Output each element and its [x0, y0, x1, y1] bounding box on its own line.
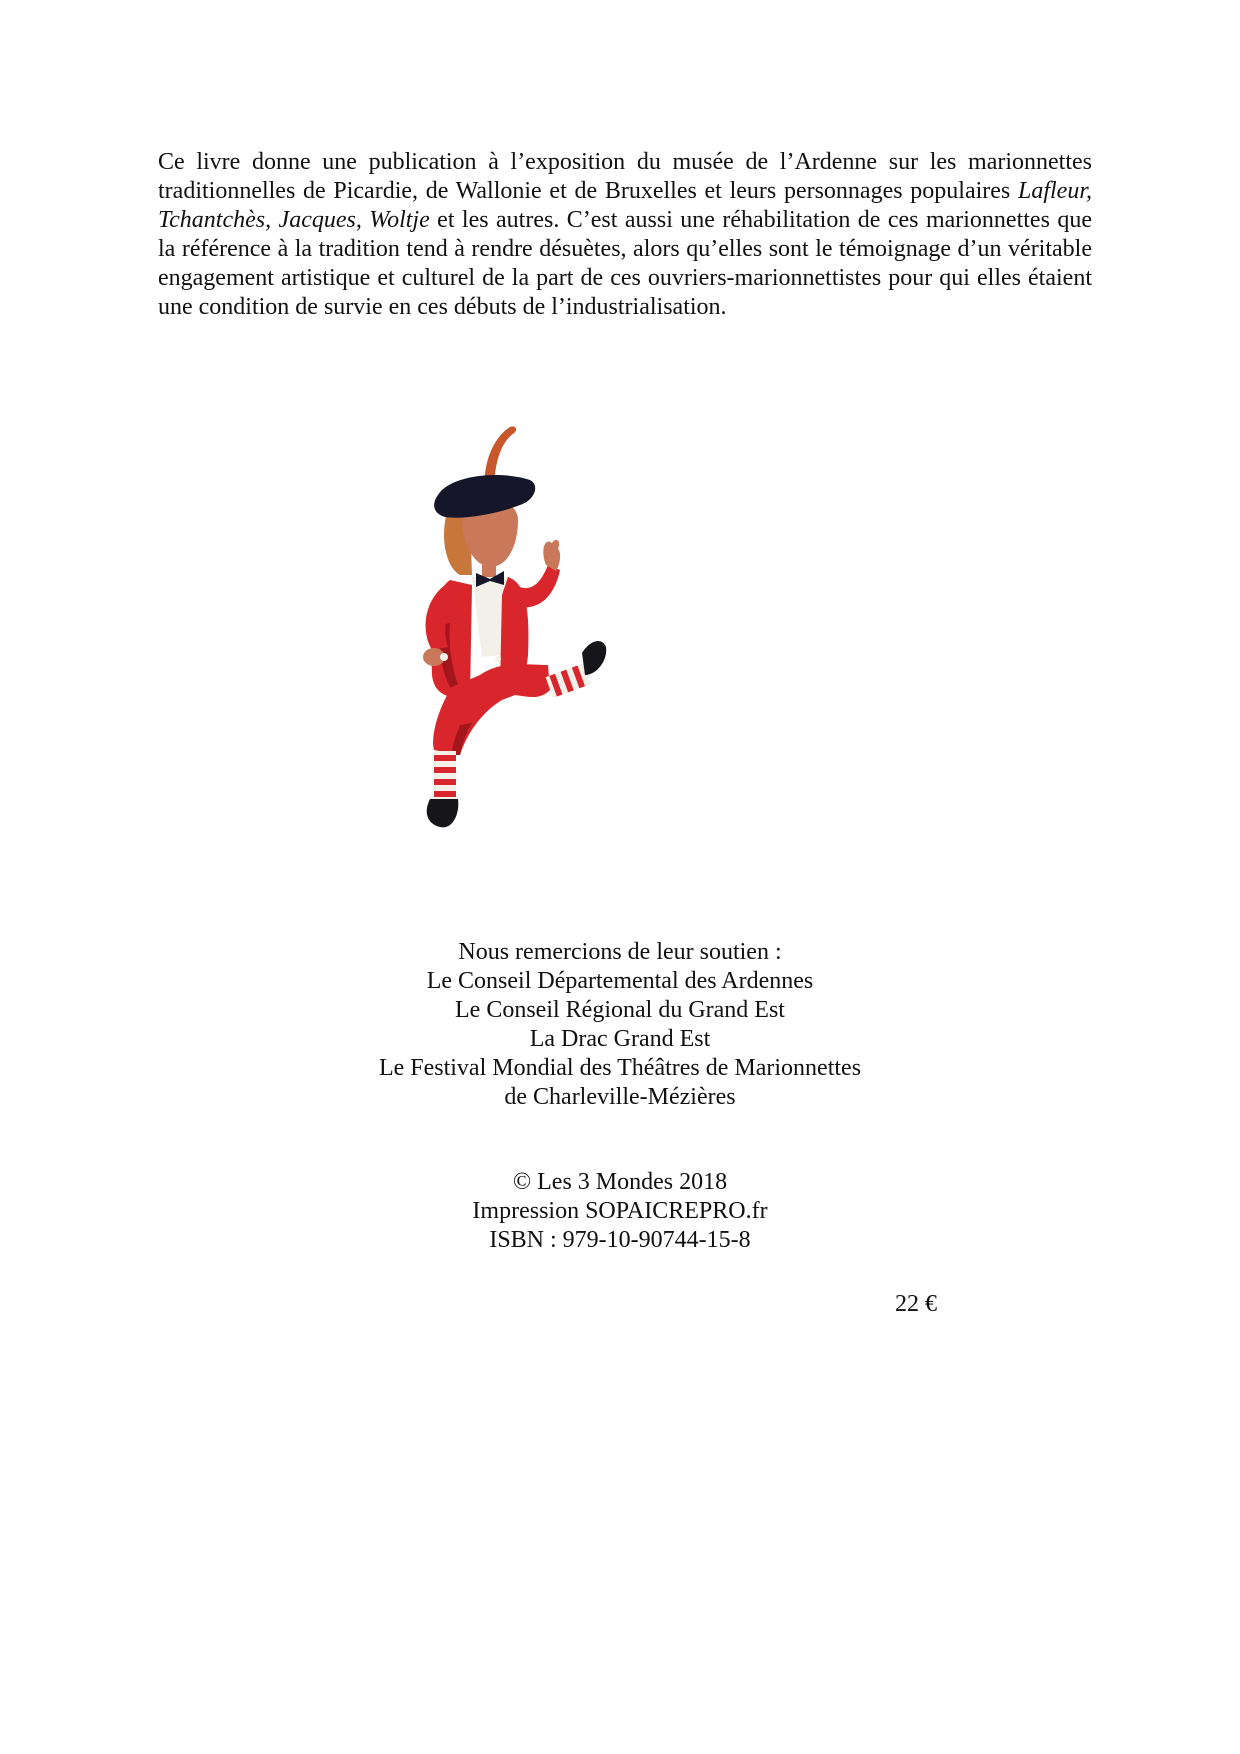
acknowledgements-heading: Nous remercions de leur soutien : — [458, 939, 782, 965]
puppet-left-stocking — [434, 751, 456, 801]
intro-characters: Lafleur, Tchantchès, Jacques, Woltje — [158, 178, 1092, 233]
acknowledgement-item: de Charleville-Mézières — [504, 1084, 736, 1110]
acknowledgement-item: La Drac Grand Est — [529, 1026, 711, 1052]
intro-paragraph — [158, 148, 1092, 322]
puppet-left-shoe — [427, 799, 459, 827]
puppet-right-arm — [515, 565, 560, 607]
printing-line: Impression SOPAICREPRO.fr — [472, 1198, 768, 1224]
acknowledgements — [320, 938, 920, 1112]
puppet-right-stocking — [546, 664, 591, 698]
copyright-line: © Les 3 Mondes 2018 — [512, 1169, 728, 1195]
puppet-hat — [434, 475, 535, 518]
isbn-line: ISBN : 979-10-90744-15-8 — [489, 1227, 751, 1253]
lafleur-puppet-illustration — [390, 425, 670, 885]
acknowledgement-item: Le Conseil Régional du Grand Est — [455, 997, 785, 1023]
publication-credits — [420, 1168, 820, 1255]
price-label: 22 € — [895, 1291, 937, 1317]
puppet-right-shoe — [582, 641, 606, 675]
intro-text-part2: et les autres. C’est aussi une réhabilitation de ces marionnettes que la référence à la tradition tend à rendre désuètes, alors qu’elles sont le témoignage d’un véritable engagement artistique et culturel de la part de ces ouvriers-marionnettistes pour qui elles étaient une condition de survie en ces débuts de l’industrialisation. — [158, 207, 1092, 320]
acknowledgement-item: Le Conseil Départemental des Ardennes — [426, 968, 814, 994]
acknowledgement-item: Le Festival Mondial des Théâtres de Marionnettes — [378, 1055, 862, 1081]
intro-text-part1: Ce livre donne une publication à l’exposition du musée de l’Ardenne sur les marionnettes traditionnelles de Picardie, de Wallonie et de Bruxelles et leurs personnages populaires — [158, 149, 1092, 204]
